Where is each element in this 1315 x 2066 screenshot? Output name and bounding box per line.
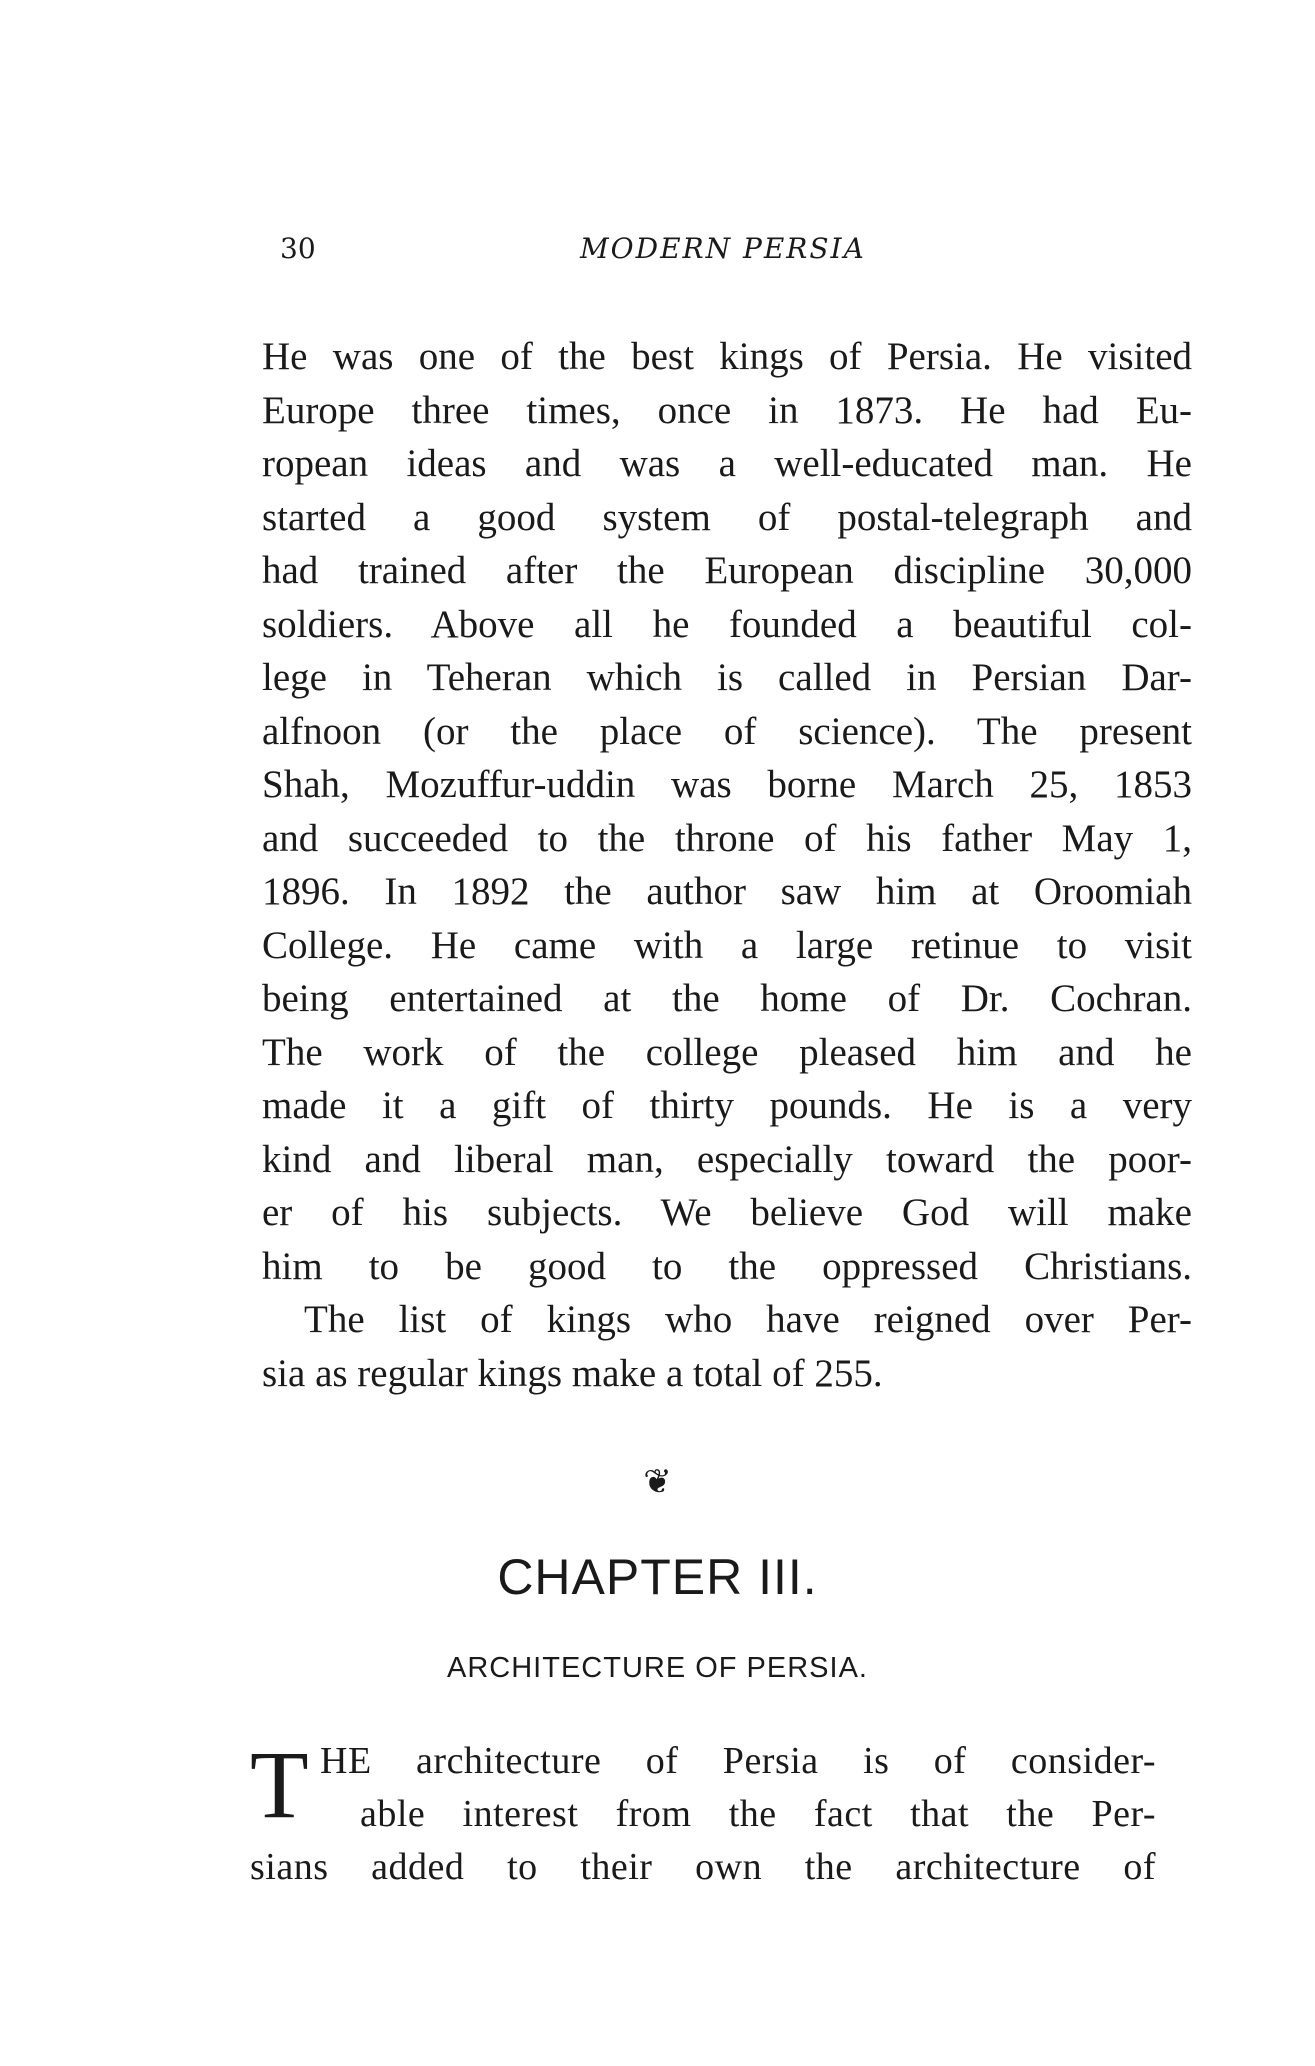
text-line: made it a gift of thirty pounds. He is a very: [262, 1084, 1192, 1127]
text-line: er of his subjects. We believe God will make: [262, 1191, 1192, 1234]
text-line: lege in Teheran which is called in Persian Dar-: [262, 656, 1192, 699]
text-line: The work of the college pleased him and he: [262, 1030, 1192, 1074]
text-line: HE architecture of Persia is of consider-: [320, 1740, 1156, 1782]
text-line: and succeeded to the throne of his father May 1,: [262, 816, 1192, 860]
text-line: 1896. In 1892 the author saw him at Oroomiah: [262, 870, 1192, 913]
text-line: Europe three times, once in 1873. He had Eu-: [262, 388, 1192, 432]
text-line: The list of kings who have reigned over Per-: [304, 1298, 1192, 1341]
text-line: sia as regular kings make a total of 255.: [262, 1351, 883, 1395]
text-line: him to be good to the oppressed Christians.: [262, 1244, 1192, 1288]
text-line: ropean ideas and was a well-educated man. He: [262, 442, 1192, 485]
text-line: started a good system of postal-telegraph and: [262, 495, 1192, 539]
text-line: soldiers. Above all he founded a beautiful col-: [262, 602, 1192, 646]
text-line: College. He came with a large retinue to visit: [262, 923, 1192, 967]
fleuron-ornament-icon: ❦: [643, 1462, 672, 1502]
drop-cap: T: [250, 1731, 309, 1838]
running-head: [280, 232, 1180, 272]
text-line: kind and liberal man, especially toward the poor-: [262, 1137, 1192, 1181]
text-line: He was one of the best kings of Persia. He visited: [262, 335, 1192, 378]
text-line: able interest from the fact that the Per-: [360, 1793, 1156, 1835]
text-line: alfnoon (or the place of science). The present: [262, 709, 1192, 753]
chapter-subtitle: ARCHITECTURE OF PERSIA.: [447, 1652, 868, 1684]
running-title: MODERN PERSIA: [580, 232, 866, 265]
chapter-paragraph: [250, 1731, 1156, 1894]
text-line: being entertained at the home of Dr. Cochran.: [262, 977, 1192, 1020]
page-number: 30: [280, 232, 316, 265]
text-line: sians added to their own the architecture of: [250, 1846, 1156, 1888]
body-paragraph: [262, 330, 1192, 1400]
chapter-heading: CHAPTER III.: [497, 1549, 818, 1605]
text-line: Shah, Mozuffur-uddin was borne March 25, 1853: [262, 763, 1192, 806]
text-line: had trained after the European discipline 30,000: [262, 549, 1192, 592]
